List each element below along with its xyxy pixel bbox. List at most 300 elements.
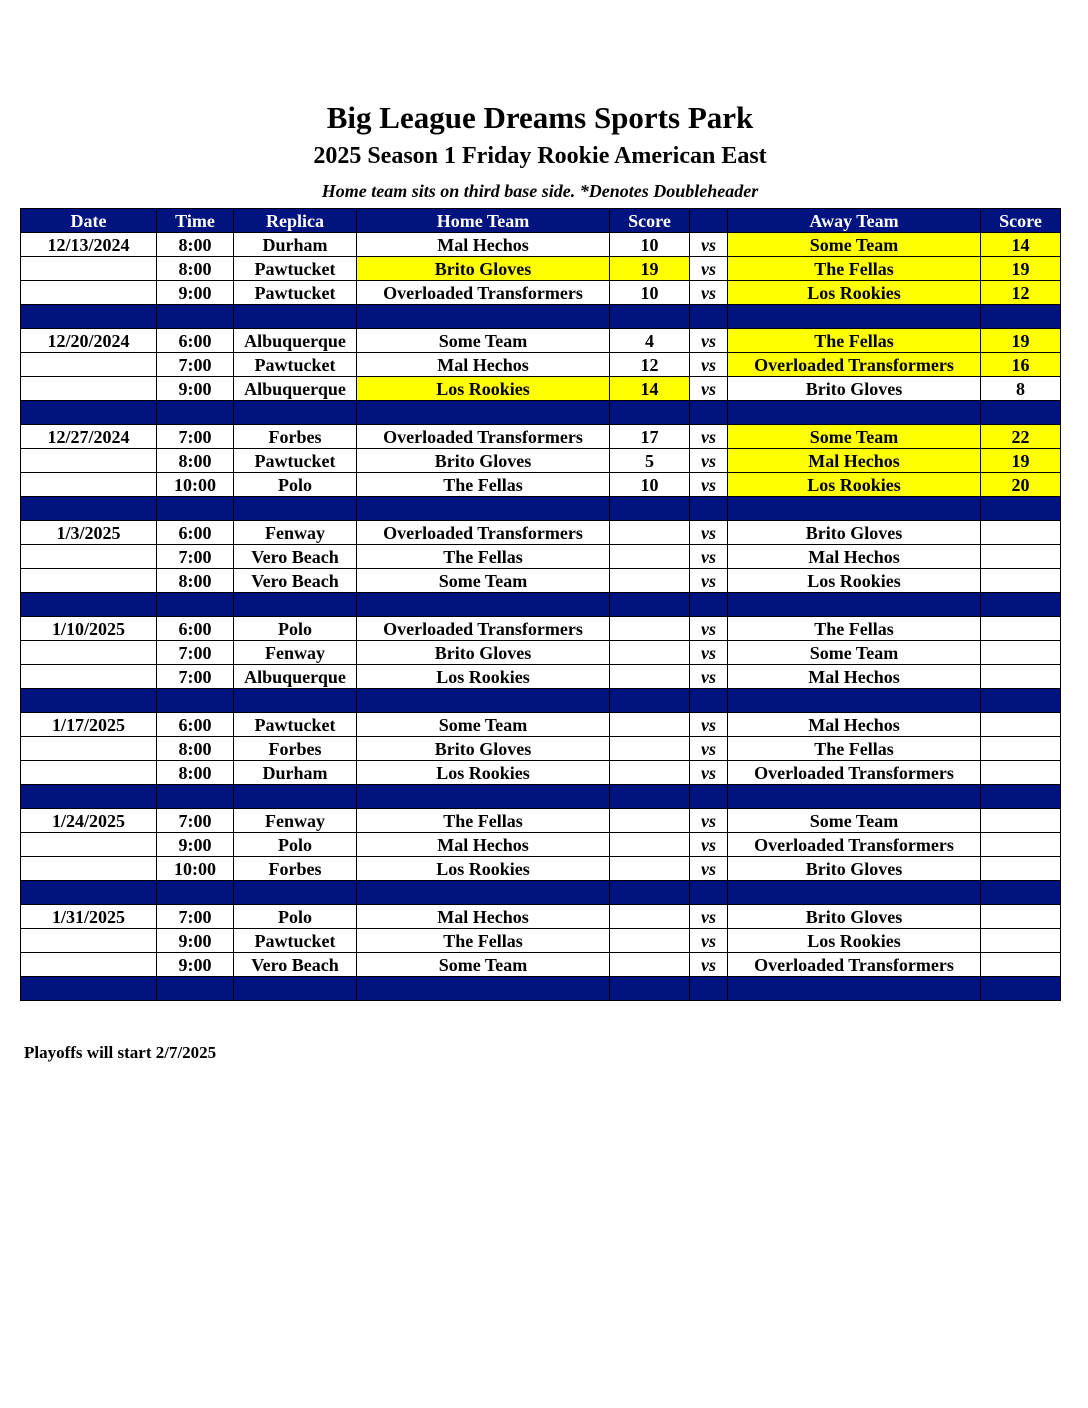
home-team-cell: Mal Hechos <box>357 233 610 257</box>
separator-cell <box>610 881 690 905</box>
separator-cell <box>357 305 610 329</box>
game-row <box>21 233 1061 257</box>
away-team-cell: Mal Hechos <box>728 713 981 737</box>
away-team-cell: Overloaded Transformers <box>728 761 981 785</box>
replica-cell: Vero Beach <box>234 545 357 569</box>
col-header-date: Date <box>21 209 157 233</box>
separator-cell <box>357 497 610 521</box>
away-score-cell <box>981 569 1061 593</box>
home-team-cell: Los Rookies <box>357 857 610 881</box>
separator-cell <box>728 497 981 521</box>
separator-cell <box>157 785 234 809</box>
date-cell <box>21 545 157 569</box>
away-score-cell <box>981 857 1061 881</box>
separator-cell <box>234 977 357 1001</box>
away-team-cell: Los Rookies <box>728 281 981 305</box>
home-team-cell: The Fellas <box>357 929 610 953</box>
away-team-cell: The Fellas <box>728 617 981 641</box>
time-cell: 8:00 <box>157 569 234 593</box>
home-team-cell: Los Rookies <box>357 665 610 689</box>
separator-cell <box>610 401 690 425</box>
col-header-home-team: Home Team <box>357 209 610 233</box>
away-score-cell <box>981 905 1061 929</box>
separator-cell <box>981 881 1061 905</box>
game-row <box>21 905 1061 929</box>
game-row <box>21 713 1061 737</box>
replica-cell: Pawtucket <box>234 257 357 281</box>
col-header-replica: Replica <box>234 209 357 233</box>
home-score-cell <box>610 809 690 833</box>
time-cell: 9:00 <box>157 281 234 305</box>
replica-cell: Pawtucket <box>234 353 357 377</box>
time-cell: 7:00 <box>157 905 234 929</box>
separator-cell <box>981 593 1061 617</box>
schedule-body <box>21 233 1061 1001</box>
away-team-cell: Some Team <box>728 809 981 833</box>
home-score-cell: 12 <box>610 353 690 377</box>
date-cell <box>21 281 157 305</box>
separator-cell <box>157 689 234 713</box>
home-score-cell: 5 <box>610 449 690 473</box>
separator-cell <box>157 593 234 617</box>
home-team-cell: Los Rookies <box>357 377 610 401</box>
date-cell: 12/20/2024 <box>21 329 157 353</box>
separator-cell <box>21 401 157 425</box>
away-team-cell: Some Team <box>728 425 981 449</box>
vs-cell: vs <box>690 449 728 473</box>
separator-cell <box>234 497 357 521</box>
separator-cell <box>690 401 728 425</box>
home-score-cell <box>610 905 690 929</box>
date-cell: 12/13/2024 <box>21 233 157 257</box>
separator-cell <box>157 305 234 329</box>
time-cell: 8:00 <box>157 233 234 257</box>
away-team-cell: Brito Gloves <box>728 905 981 929</box>
away-team-cell: Mal Hechos <box>728 545 981 569</box>
home-score-cell: 19 <box>610 257 690 281</box>
home-score-cell: 17 <box>610 425 690 449</box>
vs-cell: vs <box>690 353 728 377</box>
home-team-cell: Some Team <box>357 953 610 977</box>
game-row <box>21 929 1061 953</box>
date-cell: 1/10/2025 <box>21 617 157 641</box>
col-header-home-score: Score <box>610 209 690 233</box>
col-header-time: Time <box>157 209 234 233</box>
separator-cell <box>610 593 690 617</box>
time-cell: 8:00 <box>157 449 234 473</box>
date-cell <box>21 449 157 473</box>
vs-cell: vs <box>690 233 728 257</box>
game-row <box>21 449 1061 473</box>
replica-cell: Polo <box>234 833 357 857</box>
away-score-cell <box>981 545 1061 569</box>
home-team-cell: Brito Gloves <box>357 641 610 665</box>
game-row <box>21 617 1061 641</box>
separator-cell <box>610 689 690 713</box>
vs-cell: vs <box>690 953 728 977</box>
game-row <box>21 257 1061 281</box>
separator-cell <box>981 785 1061 809</box>
away-team-cell: Los Rookies <box>728 473 981 497</box>
week-separator-row <box>21 689 1061 713</box>
date-cell <box>21 257 157 281</box>
date-cell <box>21 737 157 761</box>
page-title: Big League Dreams Sports Park <box>326 100 754 135</box>
home-score-cell <box>610 737 690 761</box>
home-score-cell <box>610 929 690 953</box>
time-cell: 7:00 <box>157 545 234 569</box>
home-team-cell: Los Rookies <box>357 761 610 785</box>
time-cell: 6:00 <box>157 329 234 353</box>
away-score-cell <box>981 761 1061 785</box>
away-team-cell: Overloaded Transformers <box>728 953 981 977</box>
separator-cell <box>234 401 357 425</box>
separator-cell <box>157 401 234 425</box>
footer-note: Playoffs will start 2/7/2025 <box>24 1043 217 1062</box>
home-score-cell <box>610 641 690 665</box>
separator-cell <box>234 305 357 329</box>
home-score-cell: 10 <box>610 473 690 497</box>
separator-cell <box>690 977 728 1001</box>
game-row <box>21 473 1061 497</box>
separator-cell <box>21 305 157 329</box>
week-separator-row <box>21 497 1061 521</box>
time-cell: 6:00 <box>157 521 234 545</box>
away-score-cell <box>981 833 1061 857</box>
home-team-cell: Mal Hechos <box>357 833 610 857</box>
separator-cell <box>981 401 1061 425</box>
separator-cell <box>728 401 981 425</box>
separator-cell <box>234 593 357 617</box>
away-score-cell: 12 <box>981 281 1061 305</box>
time-cell: 6:00 <box>157 617 234 641</box>
separator-cell <box>728 881 981 905</box>
separator-cell <box>610 497 690 521</box>
game-row <box>21 737 1061 761</box>
home-team-cell: Brito Gloves <box>357 737 610 761</box>
schedule-table <box>20 208 1061 1001</box>
home-team-cell: Mal Hechos <box>357 353 610 377</box>
away-team-cell: Mal Hechos <box>728 449 981 473</box>
replica-cell: Pawtucket <box>234 929 357 953</box>
separator-cell <box>690 305 728 329</box>
home-score-cell <box>610 569 690 593</box>
separator-cell <box>357 689 610 713</box>
away-team-cell: Mal Hechos <box>728 665 981 689</box>
away-score-cell <box>981 953 1061 977</box>
away-score-cell <box>981 617 1061 641</box>
date-cell: 1/17/2025 <box>21 713 157 737</box>
separator-cell <box>357 593 610 617</box>
replica-cell: Albuquerque <box>234 377 357 401</box>
away-score-cell <box>981 713 1061 737</box>
replica-cell: Pawtucket <box>234 713 357 737</box>
game-row <box>21 761 1061 785</box>
separator-cell <box>21 881 157 905</box>
vs-cell: vs <box>690 473 728 497</box>
time-cell: 9:00 <box>157 953 234 977</box>
time-cell: 10:00 <box>157 473 234 497</box>
vs-cell: vs <box>690 665 728 689</box>
date-cell <box>21 761 157 785</box>
date-cell <box>21 857 157 881</box>
home-team-cell: Mal Hechos <box>357 905 610 929</box>
week-separator-row <box>21 881 1061 905</box>
separator-cell <box>690 593 728 617</box>
separator-cell <box>728 689 981 713</box>
vs-cell: vs <box>690 809 728 833</box>
game-row <box>21 377 1061 401</box>
separator-cell <box>981 305 1061 329</box>
replica-cell: Fenway <box>234 641 357 665</box>
away-score-cell <box>981 665 1061 689</box>
home-score-cell <box>610 857 690 881</box>
date-cell <box>21 665 157 689</box>
col-header-away-score: Score <box>981 209 1061 233</box>
replica-cell: Durham <box>234 233 357 257</box>
replica-cell: Vero Beach <box>234 569 357 593</box>
time-cell: 9:00 <box>157 929 234 953</box>
replica-cell: Polo <box>234 617 357 641</box>
date-cell: 1/24/2025 <box>21 809 157 833</box>
replica-cell: Albuquerque <box>234 665 357 689</box>
home-score-cell: 14 <box>610 377 690 401</box>
away-team-cell: Overloaded Transformers <box>728 833 981 857</box>
separator-cell <box>234 689 357 713</box>
separator-cell <box>610 785 690 809</box>
home-score-cell <box>610 521 690 545</box>
separator-cell <box>728 785 981 809</box>
vs-cell: vs <box>690 545 728 569</box>
col-header-vs <box>690 209 728 233</box>
header-row <box>21 209 1061 233</box>
date-cell: 1/31/2025 <box>21 905 157 929</box>
date-cell <box>21 833 157 857</box>
vs-cell: vs <box>690 857 728 881</box>
separator-cell <box>21 497 157 521</box>
separator-cell <box>981 689 1061 713</box>
schedule-note: Home team sits on third base side. *Denotes Doubleheader <box>321 181 759 201</box>
home-score-cell <box>610 953 690 977</box>
separator-cell <box>981 977 1061 1001</box>
away-team-cell: The Fellas <box>728 737 981 761</box>
away-team-cell: The Fellas <box>728 329 981 353</box>
away-team-cell: Overloaded Transformers <box>728 353 981 377</box>
separator-cell <box>357 977 610 1001</box>
separator-cell <box>357 785 610 809</box>
separator-cell <box>157 881 234 905</box>
time-cell: 7:00 <box>157 641 234 665</box>
separator-cell <box>234 881 357 905</box>
replica-cell: Pawtucket <box>234 449 357 473</box>
date-cell <box>21 641 157 665</box>
week-separator-row <box>21 401 1061 425</box>
away-score-cell <box>981 809 1061 833</box>
separator-cell <box>690 497 728 521</box>
time-cell: 8:00 <box>157 761 234 785</box>
vs-cell: vs <box>690 737 728 761</box>
week-separator-row <box>21 593 1061 617</box>
home-team-cell: Overloaded Transformers <box>357 425 610 449</box>
separator-cell <box>21 593 157 617</box>
vs-cell: vs <box>690 425 728 449</box>
separator-cell <box>21 977 157 1001</box>
separator-cell <box>357 881 610 905</box>
away-team-cell: Los Rookies <box>728 929 981 953</box>
separator-cell <box>690 881 728 905</box>
week-separator-row <box>21 305 1061 329</box>
replica-cell: Durham <box>234 761 357 785</box>
away-score-cell <box>981 641 1061 665</box>
away-score-cell <box>981 737 1061 761</box>
separator-cell <box>21 785 157 809</box>
separator-cell <box>610 977 690 1001</box>
replica-cell: Fenway <box>234 809 357 833</box>
separator-cell <box>610 305 690 329</box>
away-team-cell: The Fellas <box>728 257 981 281</box>
replica-cell: Forbes <box>234 425 357 449</box>
separator-cell <box>357 401 610 425</box>
replica-cell: Forbes <box>234 737 357 761</box>
game-row <box>21 953 1061 977</box>
time-cell: 7:00 <box>157 425 234 449</box>
home-team-cell: Overloaded Transformers <box>357 281 610 305</box>
vs-cell: vs <box>690 641 728 665</box>
separator-cell <box>728 305 981 329</box>
vs-cell: vs <box>690 713 728 737</box>
away-score-cell: 19 <box>981 257 1061 281</box>
away-score-cell: 8 <box>981 377 1061 401</box>
home-team-cell: Some Team <box>357 713 610 737</box>
time-cell: 9:00 <box>157 377 234 401</box>
game-row <box>21 665 1061 689</box>
home-team-cell: Brito Gloves <box>357 257 610 281</box>
home-score-cell: 4 <box>610 329 690 353</box>
away-score-cell: 14 <box>981 233 1061 257</box>
away-score-cell <box>981 929 1061 953</box>
date-cell <box>21 953 157 977</box>
away-team-cell: Some Team <box>728 233 981 257</box>
vs-cell: vs <box>690 929 728 953</box>
vs-cell: vs <box>690 833 728 857</box>
week-separator-row <box>21 785 1061 809</box>
home-score-cell <box>610 545 690 569</box>
home-score-cell <box>610 761 690 785</box>
time-cell: 6:00 <box>157 713 234 737</box>
game-row <box>21 425 1061 449</box>
home-team-cell: The Fellas <box>357 473 610 497</box>
time-cell: 7:00 <box>157 353 234 377</box>
game-row <box>21 545 1061 569</box>
separator-cell <box>690 689 728 713</box>
replica-cell: Forbes <box>234 857 357 881</box>
home-team-cell: Overloaded Transformers <box>357 521 610 545</box>
replica-cell: Polo <box>234 905 357 929</box>
home-score-cell <box>610 833 690 857</box>
home-team-cell: The Fellas <box>357 809 610 833</box>
away-score-cell: 16 <box>981 353 1061 377</box>
home-team-cell: Some Team <box>357 329 610 353</box>
away-team-cell: Los Rookies <box>728 569 981 593</box>
date-cell: 12/27/2024 <box>21 425 157 449</box>
home-score-cell: 10 <box>610 281 690 305</box>
vs-cell: vs <box>690 569 728 593</box>
time-cell: 7:00 <box>157 665 234 689</box>
vs-cell: vs <box>690 617 728 641</box>
separator-cell <box>728 977 981 1001</box>
away-team-cell: Brito Gloves <box>728 857 981 881</box>
week-separator-row <box>21 977 1061 1001</box>
time-cell: 10:00 <box>157 857 234 881</box>
time-cell: 8:00 <box>157 737 234 761</box>
game-row <box>21 521 1061 545</box>
replica-cell: Polo <box>234 473 357 497</box>
vs-cell: vs <box>690 377 728 401</box>
vs-cell: vs <box>690 905 728 929</box>
game-row <box>21 569 1061 593</box>
game-row <box>21 281 1061 305</box>
date-cell <box>21 569 157 593</box>
date-cell <box>21 377 157 401</box>
home-score-cell <box>610 617 690 641</box>
separator-cell <box>157 497 234 521</box>
game-row <box>21 329 1061 353</box>
home-team-cell: Overloaded Transformers <box>357 617 610 641</box>
vs-cell: vs <box>690 521 728 545</box>
away-score-cell: 19 <box>981 329 1061 353</box>
vs-cell: vs <box>690 761 728 785</box>
date-cell <box>21 353 157 377</box>
home-score-cell <box>610 713 690 737</box>
time-cell: 9:00 <box>157 833 234 857</box>
date-cell <box>21 929 157 953</box>
game-row <box>21 857 1061 881</box>
time-cell: 8:00 <box>157 257 234 281</box>
date-cell <box>21 473 157 497</box>
away-score-cell <box>981 521 1061 545</box>
replica-cell: Fenway <box>234 521 357 545</box>
replica-cell: Albuquerque <box>234 329 357 353</box>
home-team-cell: Some Team <box>357 569 610 593</box>
away-score-cell: 22 <box>981 425 1061 449</box>
game-row <box>21 353 1061 377</box>
date-cell: 1/3/2025 <box>21 521 157 545</box>
replica-cell: Pawtucket <box>234 281 357 305</box>
home-team-cell: Brito Gloves <box>357 449 610 473</box>
separator-cell <box>21 689 157 713</box>
game-row <box>21 641 1061 665</box>
home-team-cell: The Fellas <box>357 545 610 569</box>
away-team-cell: Brito Gloves <box>728 521 981 545</box>
separator-cell <box>157 977 234 1001</box>
vs-cell: vs <box>690 281 728 305</box>
separator-cell <box>234 785 357 809</box>
page-subtitle: 2025 Season 1 Friday Rookie American East <box>313 143 767 169</box>
home-score-cell <box>610 665 690 689</box>
game-row <box>21 809 1061 833</box>
separator-cell <box>690 785 728 809</box>
vs-cell: vs <box>690 257 728 281</box>
col-header-away-team: Away Team <box>728 209 981 233</box>
game-row <box>21 833 1061 857</box>
away-team-cell: Some Team <box>728 641 981 665</box>
replica-cell: Vero Beach <box>234 953 357 977</box>
time-cell: 7:00 <box>157 809 234 833</box>
away-score-cell: 19 <box>981 449 1061 473</box>
separator-cell <box>981 497 1061 521</box>
away-score-cell: 20 <box>981 473 1061 497</box>
away-team-cell: Brito Gloves <box>728 377 981 401</box>
